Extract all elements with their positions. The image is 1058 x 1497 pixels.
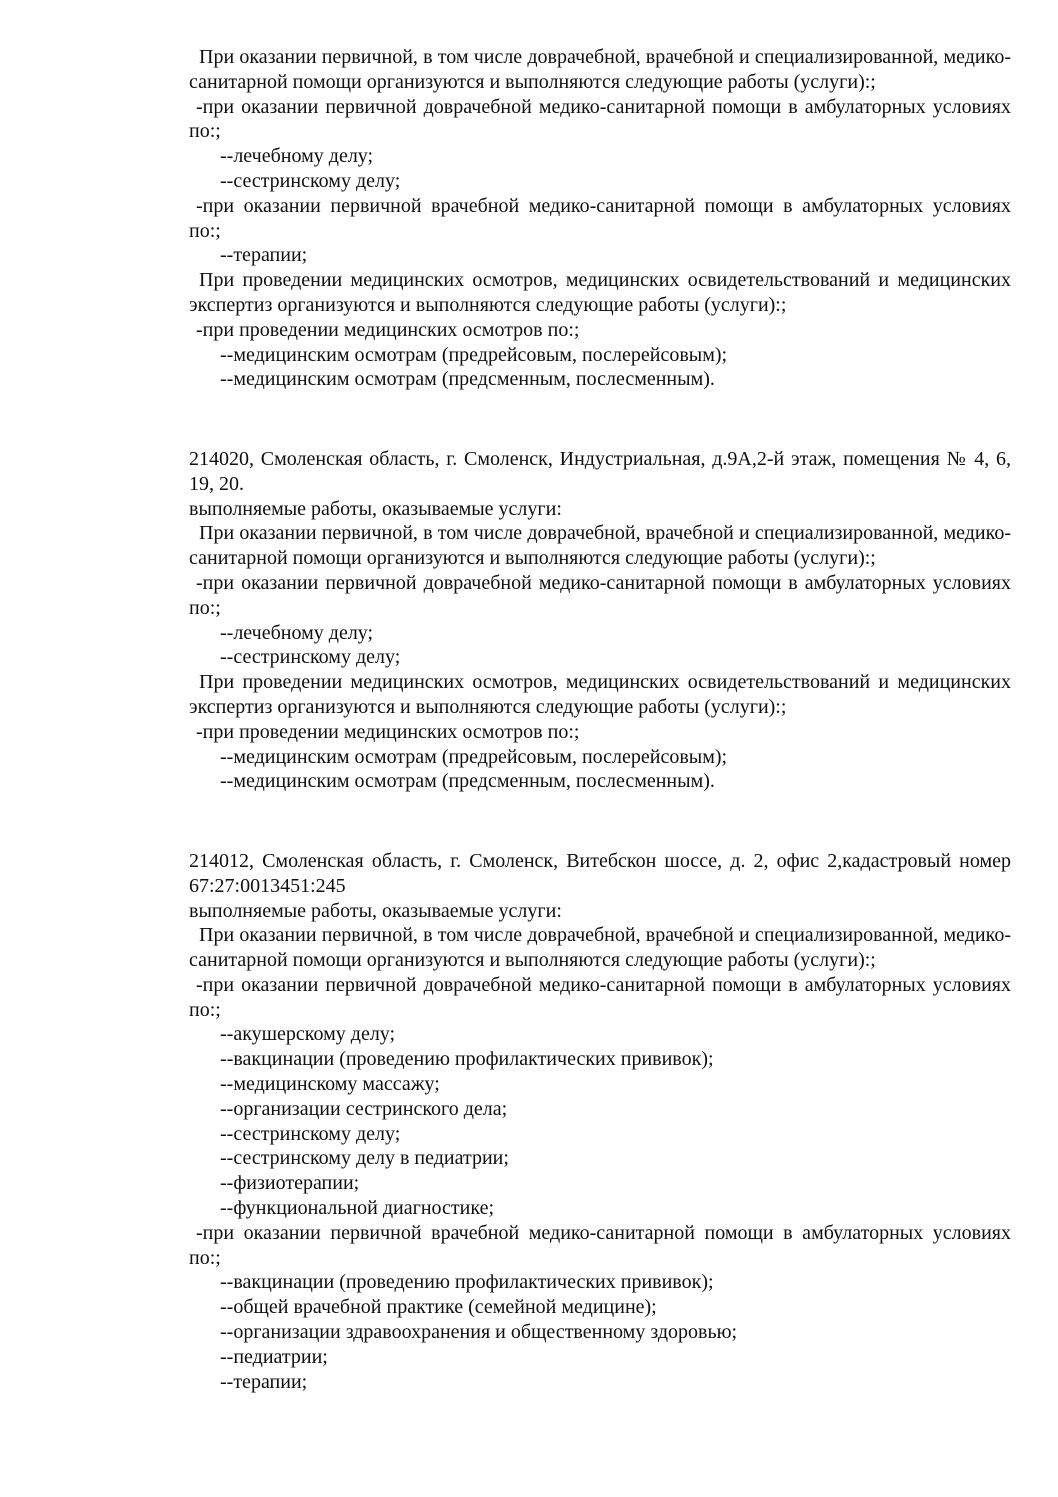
service-list-item: --медицинским осмотрам (предрейсовым, послерейсовым); bbox=[220, 343, 728, 366]
license-section bbox=[189, 45, 1011, 392]
service-list-item: --вакцинации (проведению профилактических прививок); bbox=[220, 1271, 714, 1294]
service-list-item: --общей врачебной практике (семейной медицине); bbox=[220, 1296, 657, 1319]
service-list-item: --медицинским осмотрам (предсменным, послесменным). bbox=[220, 770, 715, 793]
service-list-item: --сестринскому делу; bbox=[220, 646, 401, 669]
service-list-item: --лечебному делу; bbox=[220, 145, 374, 168]
service-list-item: --вакцинации (проведению профилактических прививок); bbox=[220, 1048, 714, 1071]
service-list-item: --педиатрии; bbox=[220, 1345, 328, 1368]
service-list-item: --организации здравоохранения и общественному здоровью; bbox=[220, 1321, 738, 1344]
service-list-item: --организации сестринского дела; bbox=[220, 1097, 508, 1120]
service-list-item: --сестринскому делу; bbox=[220, 1122, 401, 1145]
service-list-item: --медицинскому массажу; bbox=[220, 1073, 440, 1096]
service-list-item: --сестринскому делу; bbox=[220, 169, 401, 192]
paragraph: При оказании первичной, в том числе доврачебной, врачебной и специализированной, медико-санитарной помощи организуются и выполняются следующие работы (услуги):; bbox=[189, 46, 1011, 93]
paragraph: При проведении медицинских осмотров, медицинских освидетельствований и медицинских экспертиз организуются и выполняются следующие работы (услуги):; bbox=[189, 671, 1011, 718]
service-list-item: --сестринскому делу в педиатрии; bbox=[220, 1147, 509, 1170]
works-services-label: выполняемые работы, оказываемые услуги: bbox=[189, 899, 562, 922]
service-list-item: --функциональной диагностике; bbox=[220, 1197, 495, 1220]
service-list-item: --терапии; bbox=[220, 1370, 308, 1393]
service-list-item: --медицинским осмотрам (предрейсовым, послерейсовым); bbox=[220, 745, 728, 768]
address-line: 214020, Смоленская область, г. Смоленск, Индустриальная, д.9А,2-й этаж, помещения № 4, 6, 19, 20. bbox=[189, 447, 1011, 495]
paragraph: При оказании первичной, в том числе доврачебной, врачебной и специализированной, медико-санитарной помощи организуются и выполняются следующие работы (услуги):; bbox=[189, 522, 1011, 570]
sub-paragraph: -при оказании первичной врачебной медико-санитарной помощи в амбулаторных условиях по:; bbox=[189, 1221, 1011, 1269]
license-section bbox=[189, 447, 1011, 794]
sub-paragraph: -при оказании первичной доврачебной медико-санитарной помощи в амбулаторных условиях по:; bbox=[189, 973, 1011, 1021]
sub-paragraph: -при оказании первичной доврачебной медико-санитарной помощи в амбулаторных условиях по:; bbox=[189, 571, 1011, 619]
sub-paragraph: -при проведении медицинских осмотров по:; bbox=[196, 318, 580, 341]
works-services-label: выполняемые работы, оказываемые услуги: bbox=[189, 497, 562, 520]
sub-paragraph: -при оказании первичной доврачебной медико-санитарной помощи в амбулаторных условиях по:; bbox=[189, 95, 1011, 143]
paragraph: При проведении медицинских осмотров, медицинских освидетельствований и медицинских экспертиз организуются и выполняются следующие работы (услуги):; bbox=[189, 269, 1011, 316]
service-list-item: --медицинским осмотрам (предсменным, послесменным). bbox=[220, 368, 715, 391]
service-list-item: --акушерскому делу; bbox=[220, 1023, 396, 1046]
service-list-item: --терапии; bbox=[220, 244, 308, 267]
address-line: 214012, Смоленская область, г. Смоленск, Витебскон шоссе, д. 2, офис 2,кадастровый номер 67:27:0013451:245 bbox=[189, 849, 1011, 897]
license-section bbox=[189, 849, 1011, 1395]
document-page bbox=[189, 45, 1011, 1394]
service-list-item: --физиотерапии; bbox=[220, 1172, 360, 1195]
sub-paragraph: -при проведении медицинских осмотров по:; bbox=[196, 720, 580, 743]
paragraph: При оказании первичной, в том числе доврачебной, врачебной и специализированной, медико-санитарной помощи организуются и выполняются следующие работы (услуги):; bbox=[189, 924, 1011, 972]
sub-paragraph: -при оказании первичной врачебной медико-санитарной помощи в амбулаторных условиях по:; bbox=[189, 194, 1011, 242]
service-list-item: --лечебному делу; bbox=[220, 621, 374, 644]
